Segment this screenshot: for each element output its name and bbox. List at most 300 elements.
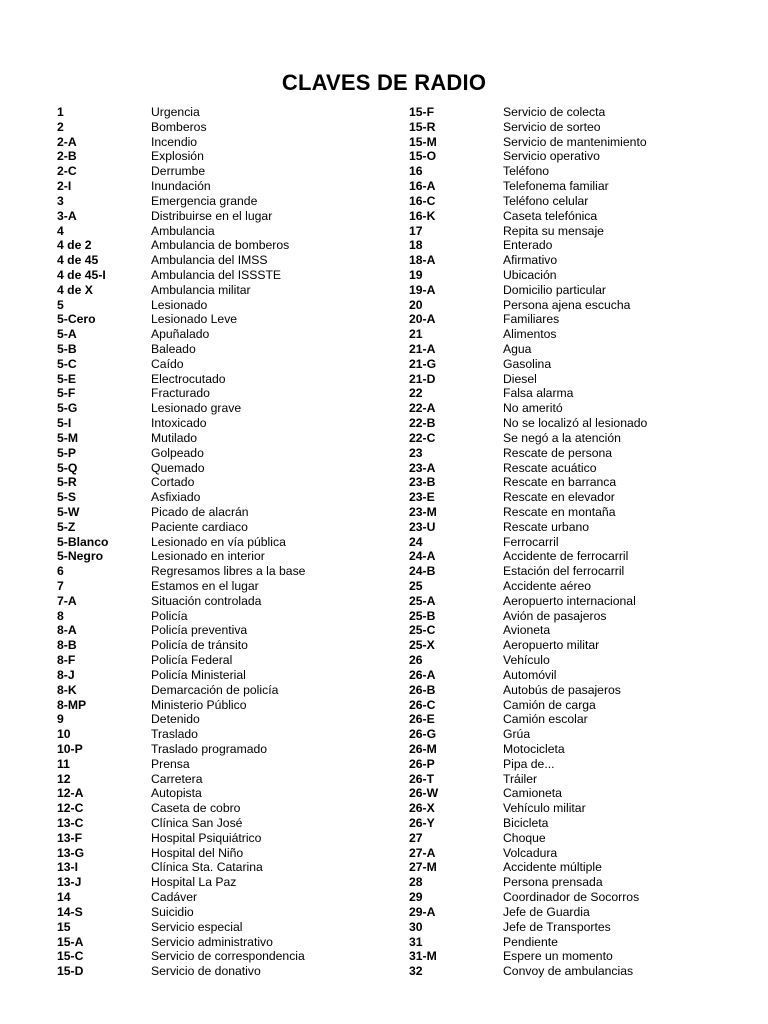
code-row	[57, 816, 305, 831]
code-row	[409, 801, 647, 816]
radio-code: 5-F	[57, 386, 76, 401]
code-row	[409, 949, 647, 964]
code-row	[57, 712, 305, 727]
code-meaning: Pipa de...	[503, 756, 555, 771]
radio-code: 5-P	[57, 445, 76, 460]
code-meaning: No se localizó al lesionado	[503, 416, 648, 431]
radio-code: 26-E	[409, 712, 435, 727]
code-row	[57, 431, 305, 446]
radio-code: 25-C	[409, 623, 436, 638]
code-meaning: Diesel	[503, 371, 537, 386]
code-row	[57, 505, 305, 520]
code-meaning: Ministerio Público	[151, 697, 247, 712]
radio-code: 2-A	[57, 134, 77, 149]
code-meaning: Rescate urbano	[503, 519, 590, 534]
radio-code: 5-R	[57, 475, 77, 490]
code-meaning: Traslado	[151, 727, 198, 742]
radio-code: 14	[57, 890, 71, 905]
code-row	[57, 446, 305, 461]
code-meaning: Hospital La Paz	[151, 875, 237, 890]
code-meaning: Agua	[503, 342, 532, 356]
code-meaning: Regresamos libres a la base	[151, 564, 306, 579]
code-row	[409, 209, 647, 224]
code-meaning: Rescate en barranca	[503, 475, 617, 490]
radio-code: 23-E	[409, 490, 435, 505]
radio-code: 2-C	[57, 164, 77, 179]
code-row	[409, 446, 647, 461]
radio-code: 8-J	[57, 667, 75, 682]
code-row	[57, 253, 305, 268]
radio-code: 26-X	[409, 801, 435, 816]
code-meaning: Baleado	[151, 342, 196, 356]
radio-code: 5-A	[57, 327, 77, 342]
code-row	[57, 594, 305, 609]
radio-code: 15-M	[409, 134, 437, 149]
code-meaning: Suicidio	[151, 904, 194, 919]
radio-code: 5-C	[57, 356, 77, 371]
code-row	[57, 120, 305, 135]
radio-code: 5-E	[57, 371, 76, 386]
radio-code: 16-C	[409, 193, 436, 208]
radio-code: 5-M	[57, 430, 78, 445]
code-meaning: Rescate en elevador	[503, 490, 615, 505]
code-row	[57, 549, 305, 564]
code-meaning: Inundación	[151, 179, 211, 194]
code-meaning: No ameritó	[503, 401, 563, 416]
code-meaning: Detenido	[151, 712, 200, 727]
code-meaning: Afirmativo	[503, 253, 558, 268]
code-row	[57, 342, 305, 357]
code-row	[57, 535, 305, 550]
radio-code: 22-B	[409, 416, 436, 431]
code-meaning: Gasolina	[503, 356, 552, 371]
code-meaning: Lesionado en vía pública	[151, 534, 286, 549]
code-row	[409, 490, 647, 505]
code-meaning: Lesionado grave	[151, 401, 242, 416]
radio-code: 26-P	[409, 756, 435, 771]
radio-code: 25-A	[409, 593, 436, 608]
code-row	[57, 698, 305, 713]
radio-code: 14-S	[57, 904, 83, 919]
code-meaning: Estación del ferrocarril	[503, 564, 625, 579]
code-row	[57, 875, 305, 890]
radio-code: 1	[57, 105, 64, 119]
radio-code: 8-B	[57, 638, 77, 653]
code-meaning: Jefe de Guardia	[503, 904, 590, 919]
radio-code: 23-A	[409, 460, 436, 475]
radio-code: 5-I	[57, 416, 72, 431]
code-row	[57, 757, 305, 772]
radio-code: 23-M	[409, 504, 437, 519]
radio-code: 26-B	[409, 682, 436, 697]
radio-code: 15-D	[57, 964, 84, 979]
left-code-column	[57, 105, 305, 979]
radio-code: 15-O	[409, 149, 437, 164]
code-row	[409, 416, 647, 431]
code-row	[409, 727, 647, 742]
radio-code: 22-A	[409, 401, 436, 416]
code-row	[57, 668, 305, 683]
code-row	[57, 683, 305, 698]
code-meaning: Emergencia grande	[151, 193, 258, 208]
code-meaning: Asfixiado	[151, 490, 201, 505]
code-row	[409, 712, 647, 727]
radio-code: 26-G	[409, 727, 437, 742]
code-row	[409, 935, 647, 950]
code-row	[57, 327, 305, 342]
code-row	[57, 623, 305, 638]
code-meaning: Domicilio particular	[503, 282, 606, 297]
code-row	[409, 653, 647, 668]
code-row	[409, 772, 647, 787]
code-meaning: Coordinador de Socorros	[503, 890, 640, 905]
radio-code: 23	[409, 445, 423, 460]
code-meaning: Accidente aéreo	[503, 579, 592, 593]
code-row	[57, 638, 305, 653]
code-row	[409, 194, 647, 209]
code-meaning: Alimentos	[503, 327, 557, 342]
code-row	[409, 505, 647, 520]
code-row	[409, 224, 647, 239]
radio-code: 21-D	[409, 371, 436, 386]
code-meaning: Quemado	[151, 460, 205, 475]
code-row	[57, 949, 305, 964]
code-row	[57, 298, 305, 313]
code-meaning: Urgencia	[151, 105, 200, 119]
code-meaning: Avioneta	[503, 623, 551, 638]
code-meaning: Apuñalado	[151, 327, 210, 342]
code-meaning: Se negó a la atención	[503, 430, 621, 445]
code-meaning: Ambulancia del IMSS	[151, 253, 268, 268]
radio-code: 12-A	[57, 786, 84, 801]
radio-code: 19	[409, 267, 423, 282]
radio-code: 2	[57, 119, 64, 134]
code-row	[409, 520, 647, 535]
code-row	[57, 283, 305, 298]
code-row	[409, 179, 647, 194]
code-meaning: Picado de alacrán	[151, 504, 249, 519]
radio-code: 5-Blanco	[57, 534, 109, 549]
code-meaning: Bicicleta	[503, 816, 549, 830]
code-row	[57, 964, 305, 979]
radio-code: 19-A	[409, 282, 436, 297]
code-row	[409, 149, 647, 164]
code-meaning: Vehículo	[503, 653, 550, 668]
radio-code: 5-G	[57, 401, 78, 416]
code-row	[409, 683, 647, 698]
code-row	[409, 475, 647, 490]
radio-code: 4	[57, 223, 64, 238]
code-row	[57, 609, 305, 624]
radio-code: 31-M	[409, 949, 437, 964]
code-row	[57, 386, 305, 401]
radio-code: 10-P	[57, 741, 83, 756]
code-meaning: Estamos en el lugar	[151, 579, 259, 593]
code-row	[409, 609, 647, 624]
code-meaning: Servicio especial	[151, 919, 243, 934]
code-meaning: Caído	[151, 356, 184, 371]
code-row	[57, 179, 305, 194]
code-row	[409, 905, 647, 920]
code-row	[57, 831, 305, 846]
radio-code: 27-A	[409, 845, 436, 860]
code-row	[409, 120, 647, 135]
code-meaning: Rescate en montaña	[503, 504, 616, 519]
code-row	[57, 772, 305, 787]
code-meaning: Accidente de ferrocarril	[503, 549, 629, 564]
code-row	[409, 268, 647, 283]
radio-code: 5-W	[57, 504, 80, 519]
code-meaning: Policía de tránsito	[151, 638, 248, 653]
code-row	[409, 283, 647, 298]
code-meaning: Ferrocarril	[503, 534, 559, 549]
code-row	[409, 594, 647, 609]
code-row	[409, 846, 647, 861]
code-row	[57, 238, 305, 253]
code-meaning: Servicio operativo	[503, 149, 600, 164]
radio-code: 2-I	[57, 179, 72, 194]
radio-code: 30	[409, 919, 423, 934]
code-row	[57, 801, 305, 816]
radio-code: 20-A	[409, 312, 436, 327]
code-row	[409, 698, 647, 713]
code-row	[409, 831, 647, 846]
code-meaning: Teléfono	[503, 164, 550, 179]
code-row	[409, 564, 647, 579]
radio-code: 8-K	[57, 682, 77, 697]
radio-code: 4 de X	[57, 282, 93, 297]
code-meaning: Ambulancia militar	[151, 282, 251, 297]
code-row	[57, 461, 305, 476]
radio-code: 21	[409, 327, 423, 342]
code-row	[57, 742, 305, 757]
code-meaning: Repita su mensaje	[503, 223, 604, 238]
code-meaning: Caseta de cobro	[151, 801, 241, 816]
radio-code: 4 de 45	[57, 253, 99, 268]
radio-code: 29-A	[409, 904, 436, 919]
radio-code: 21-A	[409, 342, 436, 356]
code-row	[409, 342, 647, 357]
code-meaning: Fracturado	[151, 386, 210, 401]
code-meaning: Ambulancia	[151, 223, 215, 238]
radio-code: 4 de 2	[57, 238, 92, 253]
code-row	[57, 416, 305, 431]
code-row	[57, 209, 305, 224]
radio-code: 26-M	[409, 741, 437, 756]
code-meaning: Policía	[151, 608, 188, 623]
code-meaning: Ambulancia de bomberos	[151, 238, 290, 253]
code-meaning: Falsa alarma	[503, 386, 574, 401]
code-meaning: Automóvil	[503, 667, 557, 682]
radio-code: 6	[57, 564, 64, 579]
code-meaning: Autobús de pasajeros	[503, 682, 621, 697]
code-meaning: Derrumbe	[151, 164, 206, 179]
code-meaning: Ubicación	[503, 267, 557, 282]
code-meaning: Caseta telefónica	[503, 208, 598, 223]
code-meaning: Distribuirse en el lugar	[151, 208, 273, 223]
code-meaning: Clínica Sta. Catarina	[151, 860, 263, 875]
code-meaning: Servicio administrativo	[151, 934, 273, 949]
code-meaning: Paciente cardiaco	[151, 519, 248, 534]
code-meaning: Pendiente	[503, 934, 558, 949]
code-row	[409, 253, 647, 268]
code-row	[57, 920, 305, 935]
code-meaning: Aeropuerto internacional	[503, 593, 636, 608]
radio-code: 24	[409, 534, 423, 549]
radio-code: 3-A	[57, 208, 77, 223]
code-meaning: Camioneta	[503, 786, 562, 801]
radio-code: 26-A	[409, 667, 436, 682]
code-meaning: Enterado	[503, 238, 553, 253]
radio-code: 3	[57, 193, 64, 208]
code-meaning: Camión de carga	[503, 697, 596, 712]
code-row	[409, 816, 647, 831]
code-row	[409, 386, 647, 401]
code-row	[57, 194, 305, 209]
radio-code: 21-G	[409, 356, 437, 371]
code-meaning: Cadáver	[151, 890, 198, 905]
code-row	[409, 535, 647, 550]
radio-code: 13-G	[57, 845, 85, 860]
page-title: CLAVES DE RADIO	[281, 70, 487, 95]
code-row	[409, 401, 647, 416]
code-meaning: Explosión	[151, 149, 204, 164]
radio-code: 32	[409, 964, 423, 979]
code-row	[409, 786, 647, 801]
code-meaning: Jefe de Transportes	[503, 919, 611, 934]
code-row	[409, 623, 647, 638]
radio-code: 26	[409, 653, 423, 668]
code-row	[409, 238, 647, 253]
code-row	[57, 935, 305, 950]
code-meaning: Persona ajena escucha	[503, 297, 631, 312]
code-row	[409, 298, 647, 313]
code-meaning: Carretera	[151, 771, 203, 786]
code-meaning: Tráiler	[503, 771, 538, 786]
code-meaning: Policía Ministerial	[151, 667, 246, 682]
code-row	[409, 105, 647, 120]
code-meaning: Accidente múltiple	[503, 860, 602, 875]
radio-code: 9	[57, 712, 64, 727]
code-row	[409, 668, 647, 683]
radio-code: 16-A	[409, 179, 436, 194]
radio-code: 27-M	[409, 860, 437, 875]
radio-code: 5-Z	[57, 519, 76, 534]
code-row	[57, 786, 305, 801]
radio-code: 31	[409, 934, 423, 949]
code-row	[57, 268, 305, 283]
code-row	[57, 653, 305, 668]
radio-code: 8	[57, 608, 64, 623]
radio-code: 8-F	[57, 653, 76, 668]
code-row	[57, 727, 305, 742]
radio-code: 5-Q	[57, 460, 78, 475]
radio-code: 12-C	[57, 801, 84, 816]
code-row	[409, 431, 647, 446]
radio-code: 2-B	[57, 149, 77, 164]
code-meaning: Demarcación de policía	[151, 682, 279, 697]
code-row	[57, 372, 305, 387]
radio-code: 23-B	[409, 475, 436, 490]
code-row	[409, 920, 647, 935]
code-meaning: Motocicleta	[503, 741, 565, 756]
radio-code: 13-J	[57, 875, 82, 890]
radio-code: 27	[409, 830, 423, 845]
code-meaning: Lesionado	[151, 297, 208, 312]
code-row	[409, 135, 647, 150]
radio-code: 10	[57, 727, 71, 742]
radio-code: 15-F	[409, 105, 435, 119]
radio-code: 15-A	[57, 934, 84, 949]
code-meaning: Convoy de ambulancias	[503, 964, 634, 979]
radio-code: 26-T	[409, 771, 435, 786]
code-meaning: Situación controlada	[151, 593, 262, 608]
code-row	[57, 564, 305, 579]
code-meaning: Traslado programado	[151, 741, 268, 756]
code-meaning: Teléfono celular	[503, 193, 589, 208]
code-meaning: Aeropuerto militar	[503, 638, 600, 653]
code-row	[409, 742, 647, 757]
code-row	[409, 372, 647, 387]
code-meaning: Electrocutado	[151, 371, 226, 386]
radio-code: 5	[57, 297, 64, 312]
code-row	[409, 164, 647, 179]
code-row	[57, 401, 305, 416]
code-row	[409, 875, 647, 890]
code-row	[57, 312, 305, 327]
code-meaning: Camión escolar	[503, 712, 588, 727]
radio-code: 15	[57, 919, 71, 934]
radio-code: 25	[409, 579, 423, 593]
radio-code: 7	[57, 579, 64, 593]
radio-code: 26-C	[409, 697, 436, 712]
right-code-column	[409, 105, 647, 979]
code-row	[57, 579, 305, 594]
code-meaning: Servicio de correspondencia	[151, 949, 305, 964]
code-row	[57, 860, 305, 875]
code-meaning: Policía preventiva	[151, 623, 248, 638]
code-meaning: Telefonema familiar	[503, 179, 609, 194]
code-meaning: Hospital del Niño	[151, 845, 244, 860]
code-row	[409, 757, 647, 772]
code-meaning: Choque	[503, 830, 546, 845]
code-meaning: Rescate de persona	[503, 445, 613, 460]
radio-code: 28	[409, 875, 423, 890]
code-meaning: Servicio de mantenimiento	[503, 134, 647, 149]
radio-code: 22	[409, 386, 423, 401]
code-row	[57, 905, 305, 920]
code-row	[57, 224, 305, 239]
code-row	[57, 135, 305, 150]
radio-code: 26-W	[409, 786, 439, 801]
code-row	[409, 327, 647, 342]
radio-code: 17	[409, 223, 423, 238]
code-row	[409, 312, 647, 327]
code-meaning: Vehículo militar	[503, 801, 586, 816]
code-meaning: Golpeado	[151, 445, 204, 460]
code-meaning: Prensa	[151, 756, 190, 771]
code-meaning: Bomberos	[151, 119, 207, 134]
radio-code: 16-K	[409, 208, 436, 223]
radio-code: 18	[409, 238, 423, 253]
code-row	[409, 549, 647, 564]
radio-code: 5-Negro	[57, 549, 104, 564]
code-meaning: Cortado	[151, 475, 195, 490]
radio-code: 25-X	[409, 638, 435, 653]
code-meaning: Servicio de sorteo	[503, 119, 601, 134]
code-meaning: Volcadura	[503, 845, 558, 860]
radio-code: 13-I	[57, 860, 79, 875]
